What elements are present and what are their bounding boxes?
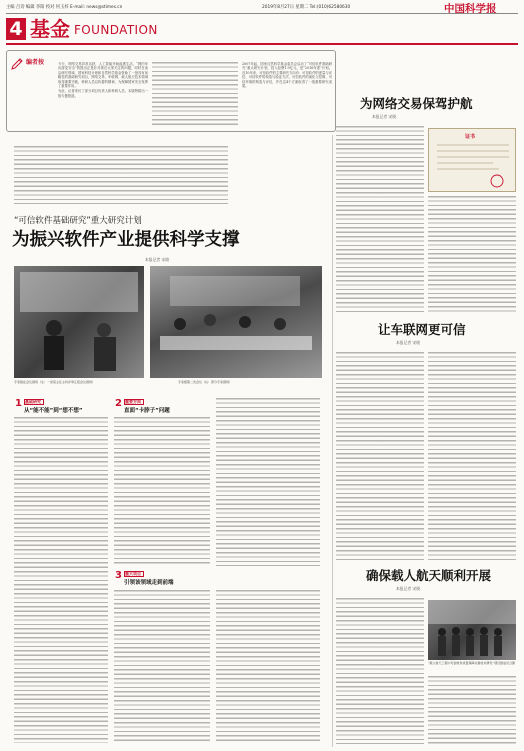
- section-2-text: [114, 417, 210, 565]
- column-divider: [332, 135, 333, 747]
- section-1-number: 1: [15, 398, 22, 409]
- right-article-3-headline: 确保载人航天顺利开展: [366, 568, 492, 583]
- editor-note-paragraph-2: 为此，记者采访了部分项目负责人和科研人员，本版特推出一组专题报道。: [58, 89, 148, 98]
- section-2-number: 2: [115, 398, 122, 409]
- editor-note-col2-text: [152, 62, 238, 127]
- main-article-headline: 为振兴软件产业提供科学支撑: [12, 230, 240, 250]
- editor-note-col1: [58, 62, 148, 128]
- photo-caption-right: 专家组第二次会议（右：部分专家现场）: [178, 380, 233, 384]
- section-3-label: 重大项目: [125, 571, 141, 576]
- right-article-1-text-col2: [428, 196, 516, 312]
- section-1-title: 从“能不能”到“想不想”: [24, 408, 83, 414]
- main-article-byline: 本报记者 宋晓: [145, 257, 169, 262]
- photo-caption-left: 专家组在会议现场（左：一是某主任主持评审汇报会议现场）: [14, 380, 96, 384]
- header-top-rule: [6, 13, 518, 14]
- section-3-text-col2: [216, 590, 320, 742]
- section-2-title: 直面“卡脖子”问题: [124, 408, 170, 414]
- right-article-3-text-col1: [336, 598, 424, 744]
- right-article-3-text-col2: [428, 676, 516, 744]
- bottom-right-photo-caption: “载人航天工程中可信软件质量保障关键技术研究”项目组成员合影: [428, 661, 516, 665]
- section-1-text: [14, 417, 108, 743]
- section-2-text-col2: [216, 398, 320, 566]
- right-article-1-text-col1: [336, 126, 424, 312]
- right-article-2-headline: 让车联网更可信: [378, 322, 466, 337]
- certificate-title: 证书: [465, 134, 476, 140]
- section-3-text: [114, 590, 210, 742]
- right-article-2-text-col1: [336, 352, 424, 562]
- right-article-1-byline: 本报记者 宋晓: [372, 114, 396, 119]
- page-number-badge: 4: [6, 18, 26, 40]
- main-article-kicker: “可信软件基础研究”重大研究计划: [14, 216, 142, 226]
- editor-note-paragraph-1: 今天，网络交易异常活跃，人工智能开始渗透生活，“网约车出游变安全”的提出正是针对现在大家关注的问题，同时在前沿研究领域，国家科技计划和自然科学基金资助了一批具有前瞻性的基础研究项目，网络交易、车联网、载人航天技术领域取得重要突破，科研人员以执着的精神，为保障国家安全发挥了重要作用。: [58, 62, 148, 89]
- section-2-label: 重要方向: [125, 399, 141, 404]
- section-1-label: 基础研究: [25, 399, 41, 404]
- section-title-en: FOUNDATION: [74, 23, 158, 37]
- header-editor-line: 主编 吕诗 编辑 李阳 校对 何玉梓 E-mail: news@stimes.cn: [6, 5, 123, 10]
- bottom-right-photo: [428, 600, 516, 660]
- header-date-line: 2019年8月27日 星期二 Tel:(010)62580630: [262, 5, 351, 10]
- right-article-3-byline: 本报记者 宋晓: [396, 586, 420, 591]
- section-3-title: 引领该领域走到前端: [124, 580, 174, 586]
- main-article-intro-text: [14, 146, 228, 204]
- right-article-2-text-col2: [428, 352, 516, 562]
- editor-note-right-paragraph: 2007年起，国家自然科学基金委员会启动了“可信软件基础研究”重大研究计划，投入经费1.9亿元，是“2016年度”计划。近10年来，可信软件的主要研究方向有：可信软件的度量与评估、可信软件的构造与验证方法、可信软件的演化与控制、可信环境的构造与评估，并在这4个方面取得了一批重要研究成果。: [242, 62, 332, 89]
- editor-note-pen-icon: [10, 56, 24, 70]
- paper-name: 中国科学报: [444, 3, 497, 15]
- certificate-image: [428, 128, 516, 192]
- header-red-rule: [6, 43, 518, 45]
- editor-note-title: 编者按: [26, 59, 45, 66]
- main-photo-left: [14, 266, 144, 378]
- right-article-2-byline: 本报记者 宋晓: [396, 340, 420, 345]
- section-title-cn: 基金: [30, 17, 70, 41]
- right-article-1-headline: 为网络交易保驾护航: [360, 96, 473, 111]
- section-3-number: 3: [115, 570, 122, 581]
- main-photo-right: [150, 266, 322, 378]
